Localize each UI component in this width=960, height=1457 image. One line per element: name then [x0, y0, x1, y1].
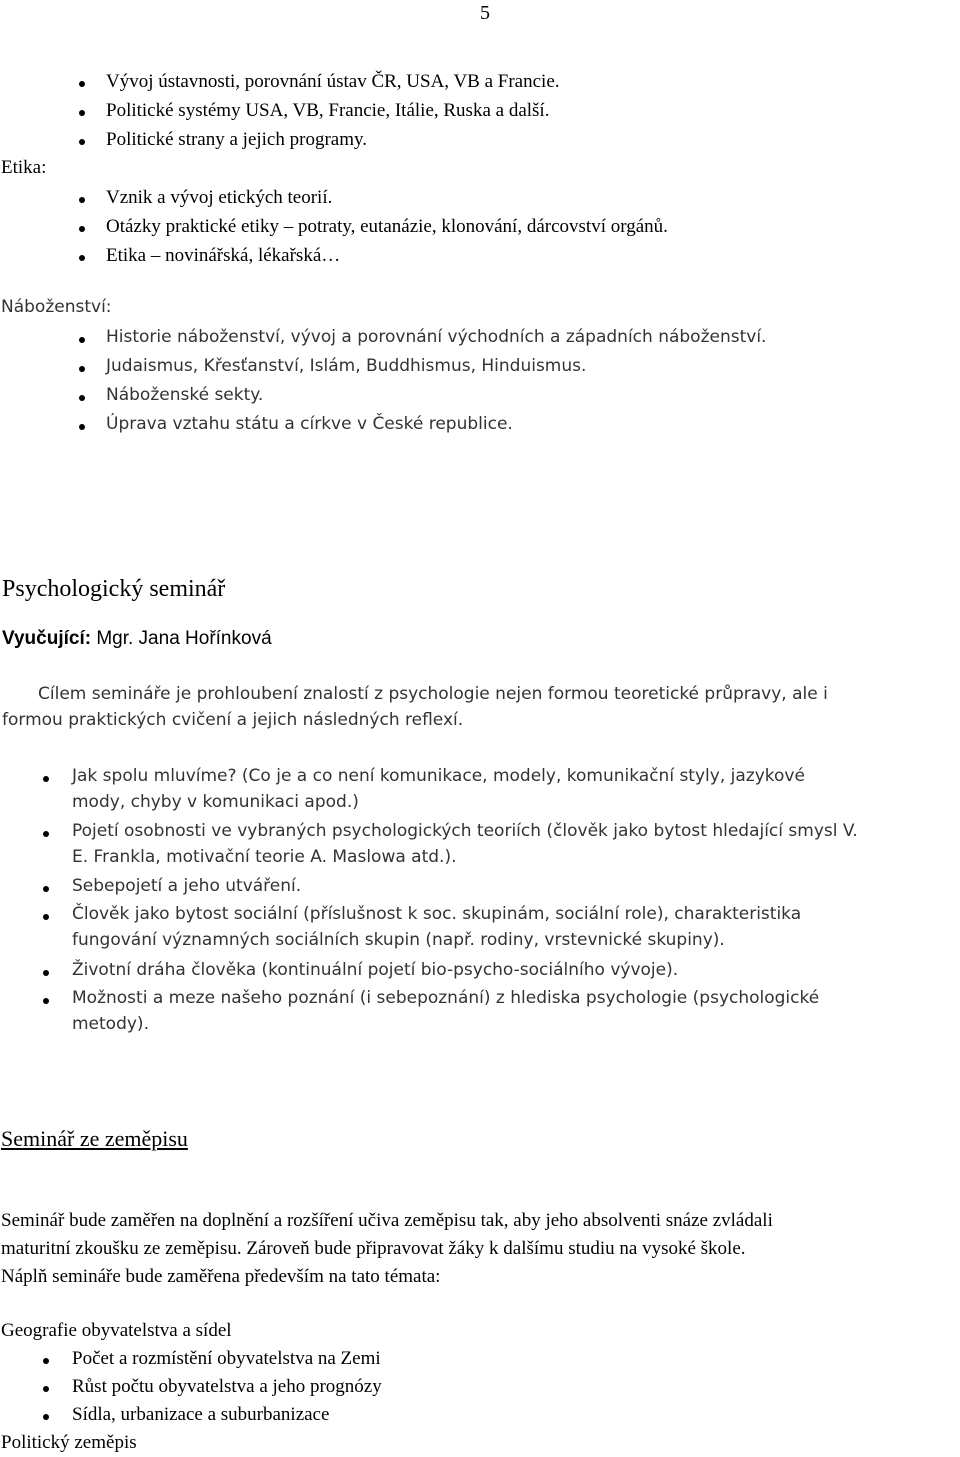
- list-item: Člověk jako bytost sociální (příslušnost k soc. skupinám, sociální role), charakteristika: [72, 904, 802, 924]
- teacher-label: Vyučující:: [2, 628, 92, 649]
- bullet-icon: [43, 970, 49, 976]
- geo-para-line: Náplň semináře bude zaměřena především na tato témata:: [1, 1266, 441, 1287]
- bullet-icon: [43, 1358, 49, 1364]
- bullet-icon: [43, 1414, 49, 1420]
- geo-para-line: Seminář bude zaměřen na doplnění a rozšíření učiva zeměpisu tak, aby jeho absolventi snáze zvládali: [1, 1210, 773, 1231]
- psych-intro-line: formou praktických cvičení a jejich následných reflexí.: [2, 710, 464, 730]
- list-item: Judaismus, Křesťanství, Islám, Buddhismus, Hinduismus.: [106, 356, 587, 376]
- bullet-icon: [79, 110, 85, 116]
- list-item: Možnosti a meze našeho poznání (i sebepoznání) z hlediska psychologie (psychologické: [72, 988, 820, 1008]
- ethics-label: Etika:: [1, 157, 47, 178]
- page-number: 5: [480, 2, 490, 24]
- list-item: Sídla, urbanizace a suburbanizace: [72, 1404, 330, 1425]
- list-item: Počet a rozmístění obyvatelstva na Zemi: [72, 1348, 381, 1369]
- psych-intro-line: Cílem semináře je prohloubení znalostí z psychologie nejen formou teoretické průpravy, ale i: [38, 684, 828, 704]
- list-item: Politické systémy USA, VB, Francie, Itálie, Ruska a další.: [106, 100, 550, 121]
- bullet-icon: [79, 337, 85, 343]
- list-item-cont: metody).: [72, 1014, 149, 1034]
- geo-para-line: maturitní zkoušku ze zeměpisu. Zároveň bude připravovat žáky k dalšímu studiu na vysoké škole.: [1, 1238, 746, 1259]
- list-item: Pojetí osobnosti ve vybraných psychologických teoriích (člověk jako bytost hledající smysl V.: [72, 821, 858, 841]
- bullet-icon: [43, 831, 49, 837]
- list-item: Sebepojetí a jeho utváření.: [72, 876, 302, 896]
- psych-seminar-title: Psychologický seminář: [2, 576, 226, 602]
- list-item: Úprava vztahu státu a církve v České republice.: [106, 414, 513, 434]
- bullet-icon: [79, 226, 85, 232]
- bullet-icon: [43, 914, 49, 920]
- list-item: Náboženské sekty.: [106, 385, 264, 405]
- list-item-cont: fungování významných sociálních skupin (např. rodiny, vrstevnické skupiny).: [72, 930, 725, 950]
- geo-section-heading: Geografie obyvatelstva a sídel: [1, 1320, 232, 1341]
- list-item: Otázky praktické etiky – potraty, eutanázie, klonování, dárcovství orgánů.: [106, 216, 668, 237]
- list-item: Životní dráha člověka (kontinuální pojetí bio-psycho-sociálního vývoje).: [72, 960, 679, 980]
- list-item-cont: mody, chyby v komunikaci apod.): [72, 792, 359, 812]
- bullet-icon: [43, 1386, 49, 1392]
- bullet-icon: [43, 998, 49, 1004]
- bullet-icon: [79, 366, 85, 372]
- geo-section-heading: Politický zeměpis: [1, 1432, 137, 1453]
- geo-seminar-title: Seminář ze zeměpisu: [1, 1126, 188, 1151]
- list-item: Vývoj ústavnosti, porovnání ústav ČR, USA, VB a Francie.: [106, 71, 560, 92]
- bullet-icon: [79, 81, 85, 87]
- list-item: Politické strany a jejich programy.: [106, 129, 367, 150]
- bullet-icon: [79, 395, 85, 401]
- list-item: Etika – novinářská, lékařská…: [106, 245, 341, 266]
- bullet-icon: [43, 886, 49, 892]
- bullet-icon: [79, 139, 85, 145]
- teacher-line: [2, 628, 272, 650]
- list-item: Růst počtu obyvatelstva a jeho prognózy: [72, 1376, 382, 1397]
- list-item: Vznik a vývoj etických teorií.: [106, 187, 333, 208]
- list-item-cont: E. Frankla, motivační teorie A. Maslowa atd.).: [72, 847, 457, 867]
- religion-label: Náboženství:: [1, 297, 112, 317]
- teacher-name: Mgr. Jana Hořínková: [96, 628, 272, 649]
- bullet-icon: [79, 424, 85, 430]
- bullet-icon: [79, 197, 85, 203]
- list-item: Jak spolu mluvíme? (Co je a co není komunikace, modely, komunikační styly, jazykové: [72, 766, 805, 786]
- bullet-icon: [43, 776, 49, 782]
- bullet-icon: [79, 255, 85, 261]
- list-item: Historie náboženství, vývoj a porovnání východních a západních náboženství.: [106, 327, 767, 347]
